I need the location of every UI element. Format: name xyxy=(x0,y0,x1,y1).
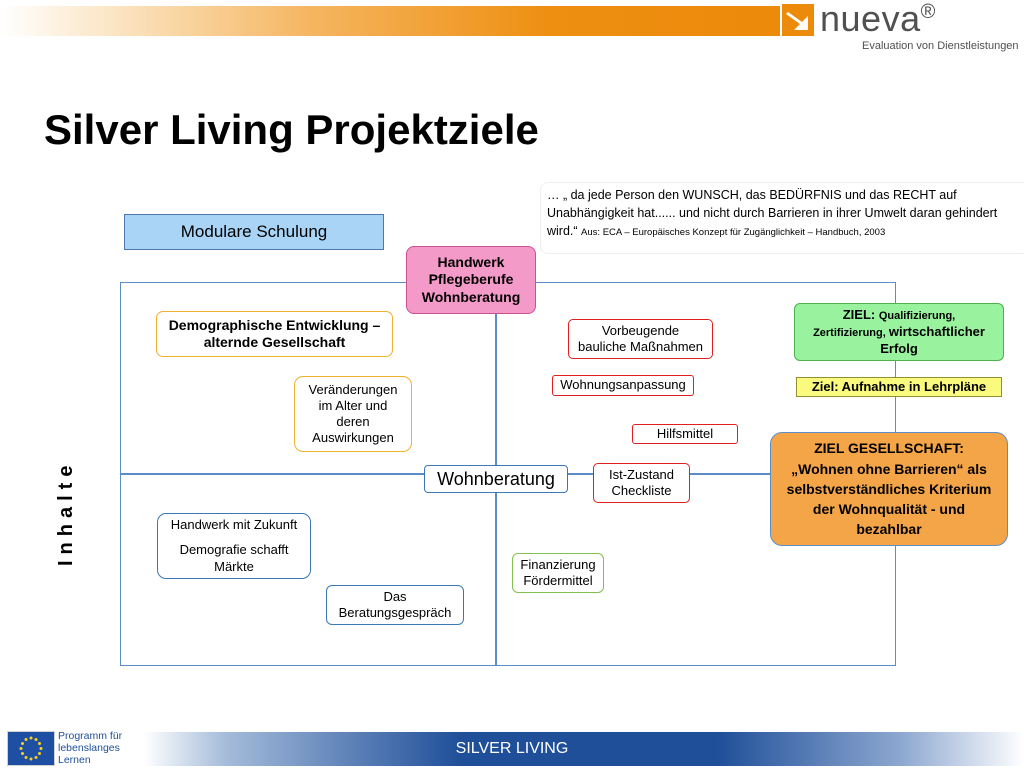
quote-box xyxy=(540,182,1024,254)
vorbeugende-line-2: bauliche Maßnahmen xyxy=(577,339,704,354)
goal-lehrplaene-box: Ziel: Aufnahme in Lehrpläne xyxy=(796,377,1002,397)
target-group-handwerk: Handwerk xyxy=(437,253,505,270)
target-groups-box xyxy=(406,246,536,314)
veraenderungen-line-3: deren xyxy=(336,414,370,429)
handwerk-zukunft-text: Handwerk mit Zukunft xyxy=(170,517,298,533)
logo-subtitle: Evaluation von Dienstleistungen xyxy=(862,40,1019,52)
finanzierung-line-1: Finanzierung xyxy=(520,556,596,572)
goal-gesellschaft-line-4: der Wohnqualität - und xyxy=(812,501,966,518)
ist-zustand-line-2: Checkliste xyxy=(611,483,672,498)
ist-zustand-box xyxy=(593,463,690,503)
finanzierung-line-2: Fördermittel xyxy=(523,573,593,588)
handwerk-zukunft-box xyxy=(157,513,311,579)
finanzierung-box xyxy=(512,553,604,593)
target-group-wohnberatung: Wohnberatung xyxy=(421,288,521,305)
footer-title: SILVER LIVING xyxy=(455,740,569,757)
goal-qualifizierung-line-2: Zertifizierung, wirtschaftlicher xyxy=(813,323,985,339)
nueva-logo: nueva® xyxy=(820,0,936,39)
modulare-schulung-box: Modulare Schulung xyxy=(124,214,384,250)
demografie-maerkte-line-1: Demografie schafft xyxy=(179,542,289,558)
goal-qualifizierung-line-3: Erfolg xyxy=(880,340,918,356)
hilfsmittel-box: Hilfsmittel xyxy=(632,424,738,444)
demografie-maerkte-line-2: Märkte xyxy=(214,558,254,574)
inhalte-axis-label: Inhalte xyxy=(55,459,77,566)
goal-qualifizierung-line-1: ZIEL: Qualifizierung, xyxy=(842,307,956,323)
vorbeugende-massnahmen-box xyxy=(568,319,713,359)
wohnberatung-center-box: Wohnberatung xyxy=(424,465,568,493)
beratungsgespraech-line-1: Das xyxy=(383,588,407,604)
eu-program-line-2: lebenslanges xyxy=(58,742,120,754)
eu-flag-icon xyxy=(7,731,55,766)
veraenderungen-box xyxy=(294,376,412,452)
goal-gesellschaft-line-1: ZIEL GESELLSCHAFT: xyxy=(814,440,964,457)
ist-zustand-line-1: Ist-Zustand xyxy=(608,466,675,482)
demographie-line-2: alternde Gesellschaft xyxy=(203,334,346,350)
demographie-box xyxy=(156,311,393,357)
beratungsgespraech-line-2: Beratungsgespräch xyxy=(338,605,452,620)
goal-qualifizierung-box xyxy=(794,303,1004,361)
target-group-pflege: Pflegeberufe xyxy=(428,271,514,288)
veraenderungen-line-1: Veränderungen xyxy=(308,381,398,397)
goal-gesellschaft-box xyxy=(770,432,1008,546)
goal-gesellschaft-line-2: „Wohnen ohne Barrieren“ als xyxy=(791,460,987,477)
quote-source: Aus: ECA – Europäisches Konzept für Zugänglichkeit – Handbuch, 2003 xyxy=(581,227,886,238)
eu-program-line-3: Lernen xyxy=(58,754,91,766)
demographie-line-1: Demographische Entwicklung – xyxy=(168,316,381,333)
veraenderungen-line-4: Auswirkungen xyxy=(312,430,394,446)
eu-program-line-1: Programm für xyxy=(58,730,123,742)
goal-gesellschaft-line-5: bezahlbar xyxy=(856,521,922,538)
wohnungsanpassung-box: Wohnungsanpassung xyxy=(552,375,694,396)
header-bar xyxy=(0,6,780,36)
quote-text: … „ da jede Person den WUNSCH, das BEDÜRFNIS und das RECHT auf Unabhängigkeit hat...... und nicht durch Barrieren in ihrer Umwelt daran gehindert wird.“ xyxy=(547,188,998,238)
nueva-logo-icon xyxy=(782,4,814,36)
veraenderungen-line-2: im Alter und xyxy=(318,397,388,413)
eu-program-label xyxy=(58,730,122,766)
goal-gesellschaft-line-3: selbstverständliches Kriterium xyxy=(786,480,992,497)
page-title: Silver Living Projektziele xyxy=(44,106,539,153)
beratungsgespraech-box xyxy=(326,585,464,625)
vorbeugende-line-1: Vorbeugende xyxy=(601,322,680,338)
